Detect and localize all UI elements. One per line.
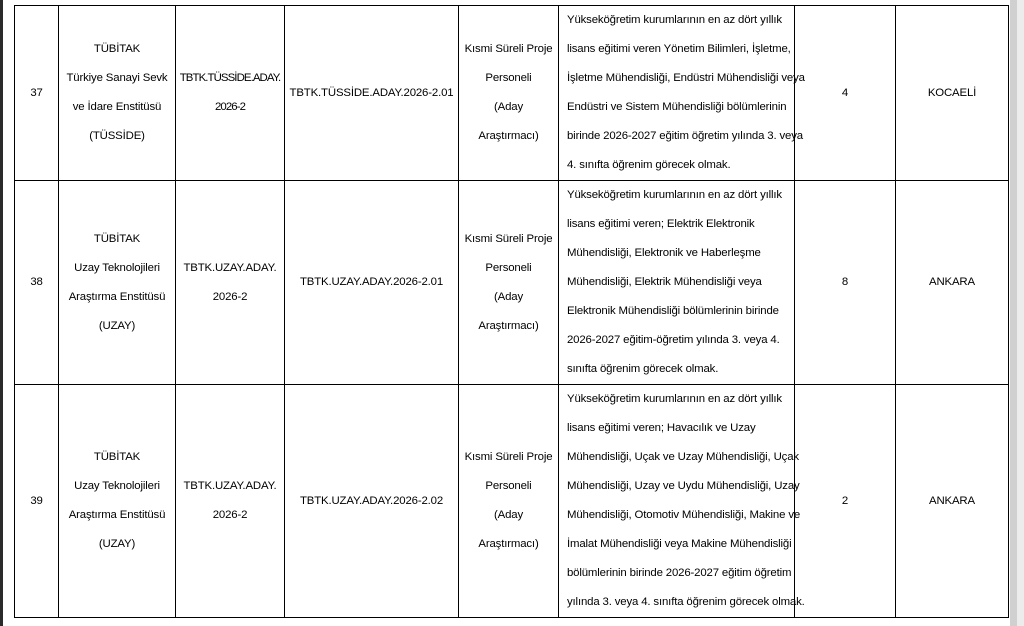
requirement-line: Mühendisliği, Uçak ve Uzay Mühendisliği, Uçak	[567, 451, 799, 463]
position-code-cell: TBTK.UZAY.ADAY.2026-2.01	[285, 181, 459, 385]
position-title-line: Kısmi Süreli Proje	[464, 451, 553, 463]
position-title-line: Araştırmacı)	[478, 319, 539, 332]
institution-cell	[59, 181, 176, 385]
position-title-line: Personeli	[485, 261, 532, 274]
position-title-line: Araştırmacı)	[478, 538, 539, 550]
left-page-edge	[0, 0, 3, 626]
position-title-line: Kısmi Süreli Proje	[464, 232, 553, 245]
institution-line: TÜBİTAK	[93, 43, 141, 55]
requirement-line: İmalat Mühendisliği veya Makine Mühendisliği	[567, 538, 792, 550]
requirement-line: 2026-2027 eğitim-öğretim yılında 3. veya 4.	[567, 334, 780, 346]
position-title-line: Araştırmacı)	[478, 130, 539, 142]
requirement-line: Mühendisliği, Otomotiv Mühendisliği, Makine ve	[567, 509, 801, 521]
announcement-code-line: 2026-2	[214, 101, 246, 113]
requirement-line: Mühendisliği, Elektrik Mühendisliği veya	[567, 276, 762, 288]
position-count: 4	[795, 6, 896, 181]
institution-line: Uzay Teknolojileri	[74, 480, 160, 492]
row-number: 38	[15, 181, 59, 385]
position-title-line: (Aday	[493, 509, 523, 521]
position-count: 2	[795, 385, 896, 618]
announcement-code-line: TBTK.UZAY.ADAY.	[183, 480, 277, 492]
table-row	[15, 6, 1009, 181]
requirement-line: lisans eğitimi veren; Elektrik Elektronik	[567, 218, 755, 230]
right-scrollbar-edge	[1010, 0, 1024, 626]
position-title-line: Personeli	[485, 72, 532, 84]
announcement-code-line: TBTK.UZAY.ADAY.	[183, 261, 277, 274]
institution-line: Araştırma Enstitüsü	[68, 290, 166, 303]
requirement-line: sınıfta öğrenim görecek olmak.	[567, 363, 719, 375]
requirement-line: Mühendisliği, Elektronik ve Haberleşme	[567, 247, 761, 259]
city-cell: KOCAELİ	[896, 6, 1009, 181]
requirement-line: Elektronik Mühendisliği bölümlerinin birinde	[567, 305, 779, 317]
institution-line: Araştırma Enstitüsü	[68, 509, 166, 521]
position-title-line: (Aday	[493, 290, 523, 303]
requirement-line: birinde 2026-2027 eğitim öğretim yılında 3. veya	[567, 130, 803, 142]
position-title-line: Kısmi Süreli Proje	[464, 43, 553, 55]
table-row	[15, 181, 1009, 385]
position-code-cell: TBTK.TÜSSİDE.ADAY.2026-2.01	[285, 6, 459, 181]
position-title-cell	[459, 6, 559, 181]
requirement-line: lisans eğitimi veren Yönetim Bilimleri, İşletme,	[567, 43, 791, 55]
institution-cell	[59, 6, 176, 181]
position-title-cell	[459, 181, 559, 385]
requirement-line: Yükseköğretim kurumlarının en az dört yıllık	[567, 393, 782, 405]
position-count: 8	[795, 181, 896, 385]
city-cell: ANKARA	[896, 385, 1009, 618]
row-number: 39	[15, 385, 59, 618]
institution-line: (UZAY)	[98, 319, 136, 332]
requirement-line: yılında 3. veya 4. sınıfta öğrenim görecek olmak.	[567, 596, 805, 608]
institution-line: (TÜSSİDE)	[89, 130, 145, 142]
position-code-cell: TBTK.UZAY.ADAY.2026-2.02	[285, 385, 459, 618]
institution-line: ve İdare Enstitüsü	[72, 101, 162, 113]
requirement-line: İşletme Mühendisliği, Endüstri Mühendisliği veya	[567, 72, 805, 84]
requirement-line: lisans eğitimi veren; Havacılık ve Uzay	[567, 422, 756, 434]
position-title-line: (Aday	[493, 101, 523, 113]
row-number: 37	[15, 6, 59, 181]
requirement-line: Endüstri ve Sistem Mühendisliği bölümlerinin	[567, 101, 787, 113]
institution-line: Türkiye Sanayi Sevk	[66, 72, 168, 84]
position-title-line: Personeli	[485, 480, 532, 492]
positions-table	[14, 5, 1009, 618]
table-row	[15, 385, 1009, 618]
announcement-code-line: TBTK.TÜSSİDE.ADAY.	[179, 72, 281, 84]
institution-line: Uzay Teknolojileri	[74, 261, 160, 274]
institution-line: TÜBİTAK	[93, 232, 141, 245]
announcement-code-cell	[176, 181, 285, 385]
requirement-cell	[559, 181, 795, 385]
requirement-line: Mühendisliği, Uzay ve Uydu Mühendisliği, Uzay	[567, 480, 800, 492]
announcement-code-cell	[176, 385, 285, 618]
institution-cell	[59, 385, 176, 618]
position-title-cell	[459, 385, 559, 618]
announcement-code-cell	[176, 6, 285, 181]
announcement-code-line: 2026-2	[212, 290, 248, 303]
announcement-code-line: 2026-2	[212, 509, 248, 521]
requirement-line: 4. sınıfta öğrenim görecek olmak.	[567, 159, 731, 171]
requirement-cell	[559, 6, 805, 181]
institution-line: (UZAY)	[98, 538, 136, 550]
requirement-line: bölümlerinin birinde 2026-2027 eğitim öğretim	[567, 567, 792, 579]
requirement-cell	[559, 385, 805, 618]
city-cell: ANKARA	[896, 181, 1009, 385]
requirement-line: Yükseköğretim kurumlarının en az dört yıllık	[567, 189, 782, 201]
institution-line: TÜBİTAK	[93, 451, 141, 463]
requirement-line: Yükseköğretim kurumlarının en az dört yıllık	[567, 14, 782, 26]
